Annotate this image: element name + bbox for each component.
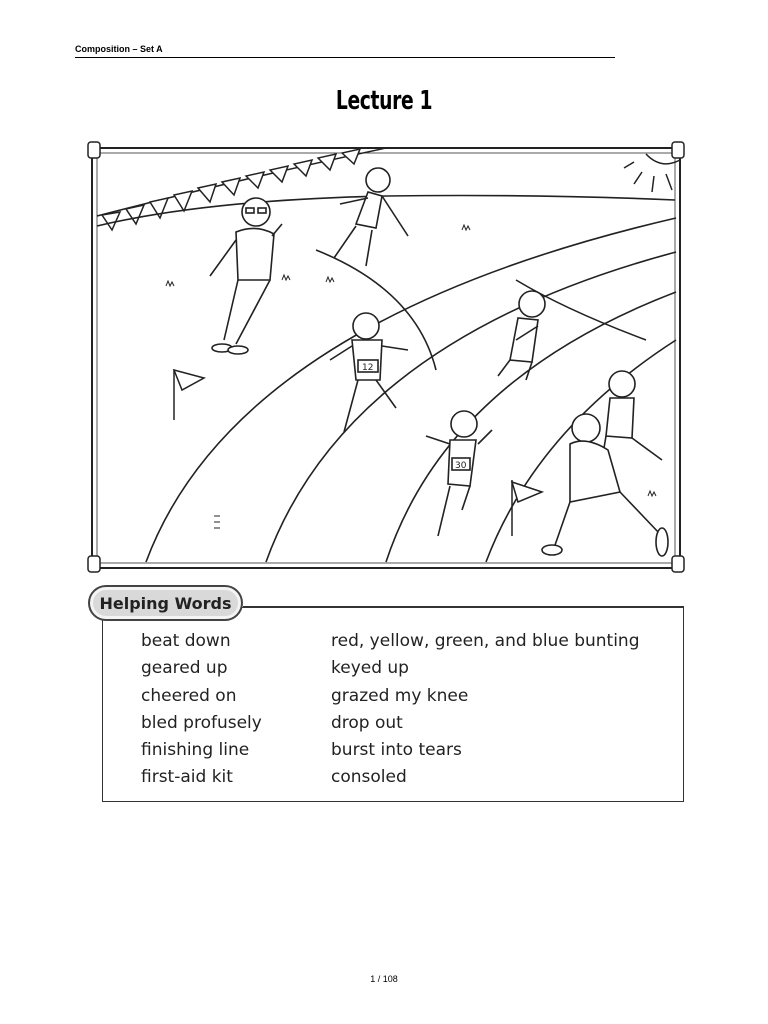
bib-number: 12 xyxy=(362,363,374,373)
bib-number: 30 xyxy=(455,461,467,471)
page-title: Lecture 1 xyxy=(335,86,433,116)
helping-word: bled profusely xyxy=(141,712,262,733)
page-header: Composition – Set A xyxy=(75,44,615,58)
helping-word: red, yellow, green, and blue bunting xyxy=(331,631,640,651)
helping-word: first-aid kit xyxy=(141,767,233,788)
helping-word: consoled xyxy=(331,767,407,788)
helping-word: burst into tears xyxy=(331,740,462,761)
helping-word: keyed up xyxy=(331,658,409,679)
helping-word: drop out xyxy=(331,712,403,733)
helping-word: grazed my knee xyxy=(331,685,469,706)
helping-word: geared up xyxy=(141,658,228,679)
helping-word: cheered on xyxy=(141,685,237,706)
page-number: 1 / 108 xyxy=(370,974,398,984)
helping-word: finishing line xyxy=(141,740,250,761)
race-illustration xyxy=(86,140,686,574)
helping-words-label-text: Helping Words xyxy=(99,593,232,613)
helping-words-label xyxy=(88,585,243,621)
helping-word: beat down xyxy=(141,631,231,651)
helping-words-right-column xyxy=(331,628,640,792)
helping-words-left-column xyxy=(141,628,262,792)
